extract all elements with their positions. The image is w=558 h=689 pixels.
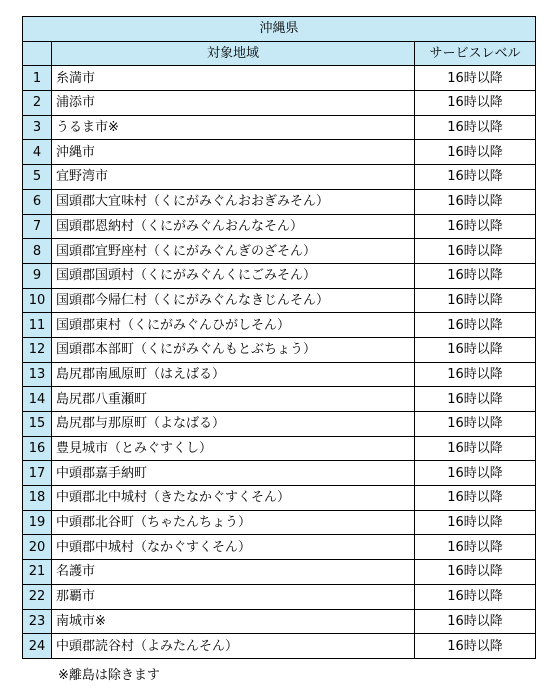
table-row: [23, 486, 536, 511]
row-service-level: 16時以降: [415, 461, 536, 486]
row-number: 6: [23, 189, 52, 214]
row-area: 中頭郡中城村（なかぐすくそん）: [52, 535, 415, 560]
row-service-level: 16時以降: [415, 189, 536, 214]
row-number: 18: [23, 486, 52, 511]
row-number: 12: [23, 337, 52, 362]
row-area: 国頭郡今帰仁村（くにがみぐんなきじんそん）: [52, 288, 415, 313]
table-title: 沖縄県: [23, 17, 536, 42]
row-service-level: 16時以降: [415, 165, 536, 190]
table-row: [23, 412, 536, 437]
row-number: 9: [23, 263, 52, 288]
row-service-level: 16時以降: [415, 362, 536, 387]
table-row: [23, 337, 536, 362]
row-area: 南城市※: [52, 609, 415, 634]
table-row: [23, 288, 536, 313]
header-area: 対象地域: [52, 41, 415, 66]
row-service-level: 16時以降: [415, 214, 536, 239]
row-service-level: 16時以降: [415, 436, 536, 461]
row-number: 16: [23, 436, 52, 461]
row-area: 国頭郡国頭村（くにがみぐんくにごみそん）: [52, 263, 415, 288]
table-row: [23, 584, 536, 609]
row-service-level: 16時以降: [415, 609, 536, 634]
row-area: 中頭郡北中城村（きたなかぐすくそん）: [52, 486, 415, 511]
row-service-level: 16時以降: [415, 486, 536, 511]
row-service-level: 16時以降: [415, 115, 536, 140]
row-area: 国頭郡宜野座村（くにがみぐんぎのざそん）: [52, 239, 415, 264]
row-number: 4: [23, 140, 52, 165]
row-service-level: 16時以降: [415, 140, 536, 165]
row-number: 11: [23, 313, 52, 338]
table-row: [23, 436, 536, 461]
row-service-level: 16時以降: [415, 288, 536, 313]
row-area: うるま市※: [52, 115, 415, 140]
row-area: 沖縄市: [52, 140, 415, 165]
row-service-level: 16時以降: [415, 560, 536, 585]
table-row: [23, 263, 536, 288]
table-row: [23, 387, 536, 412]
header-number-cell: [23, 41, 52, 66]
row-area: 国頭郡本部町（くにがみぐんもとぶちょう）: [52, 337, 415, 362]
row-service-level: 16時以降: [415, 66, 536, 91]
row-service-level: 16時以降: [415, 535, 536, 560]
area-service-table: [22, 16, 536, 659]
title-row: [23, 17, 536, 42]
table-row: [23, 115, 536, 140]
row-area: 中頭郡嘉手納町: [52, 461, 415, 486]
row-service-level: 16時以降: [415, 584, 536, 609]
row-number: 1: [23, 66, 52, 91]
row-number: 7: [23, 214, 52, 239]
row-area: 島尻郡与那原町（よなばる）: [52, 412, 415, 437]
table-row: [23, 510, 536, 535]
table-row: [23, 560, 536, 585]
row-service-level: 16時以降: [415, 510, 536, 535]
row-number: 24: [23, 634, 52, 659]
row-area: 中頭郡北谷町（ちゃたんちょう）: [52, 510, 415, 535]
row-service-level: 16時以降: [415, 239, 536, 264]
row-service-level: 16時以降: [415, 91, 536, 116]
row-number: 23: [23, 609, 52, 634]
footnote: ※離島は除きます: [58, 668, 160, 683]
row-number: 19: [23, 510, 52, 535]
row-number: 15: [23, 412, 52, 437]
row-number: 17: [23, 461, 52, 486]
row-area: 宜野湾市: [52, 165, 415, 190]
row-number: 2: [23, 91, 52, 116]
row-area: 国頭郡恩納村（くにがみぐんおんなそん）: [52, 214, 415, 239]
row-number: 3: [23, 115, 52, 140]
row-number: 8: [23, 239, 52, 264]
header-row: [23, 41, 536, 66]
row-area: 那覇市: [52, 584, 415, 609]
table-row: [23, 535, 536, 560]
row-number: 21: [23, 560, 52, 585]
table-row: [23, 165, 536, 190]
row-area: 浦添市: [52, 91, 415, 116]
table-row: [23, 461, 536, 486]
row-service-level: 16時以降: [415, 412, 536, 437]
row-number: 5: [23, 165, 52, 190]
table-row: [23, 634, 536, 659]
header-service-level: サービスレベル: [415, 41, 536, 66]
row-number: 22: [23, 584, 52, 609]
row-area: 国頭郡大宜味村（くにがみぐんおおぎみそん）: [52, 189, 415, 214]
row-service-level: 16時以降: [415, 634, 536, 659]
table-row: [23, 239, 536, 264]
table-row: [23, 362, 536, 387]
row-area: 豊見城市（とみぐすくし）: [52, 436, 415, 461]
row-area: 島尻郡八重瀬町: [52, 387, 415, 412]
table-row: [23, 66, 536, 91]
row-number: 13: [23, 362, 52, 387]
row-service-level: 16時以降: [415, 313, 536, 338]
row-area: 中頭郡読谷村（よみたんそん）: [52, 634, 415, 659]
row-number: 20: [23, 535, 52, 560]
table-row: [23, 189, 536, 214]
row-area: 国頭郡東村（くにがみぐんひがしそん）: [52, 313, 415, 338]
table-row: [23, 91, 536, 116]
row-service-level: 16時以降: [415, 263, 536, 288]
row-number: 10: [23, 288, 52, 313]
row-number: 14: [23, 387, 52, 412]
table-row: [23, 609, 536, 634]
table-row: [23, 313, 536, 338]
row-area: 島尻郡南風原町（はえばる）: [52, 362, 415, 387]
row-service-level: 16時以降: [415, 387, 536, 412]
row-service-level: 16時以降: [415, 337, 536, 362]
row-area: 糸満市: [52, 66, 415, 91]
row-area: 名護市: [52, 560, 415, 585]
table-row: [23, 214, 536, 239]
table-row: [23, 140, 536, 165]
